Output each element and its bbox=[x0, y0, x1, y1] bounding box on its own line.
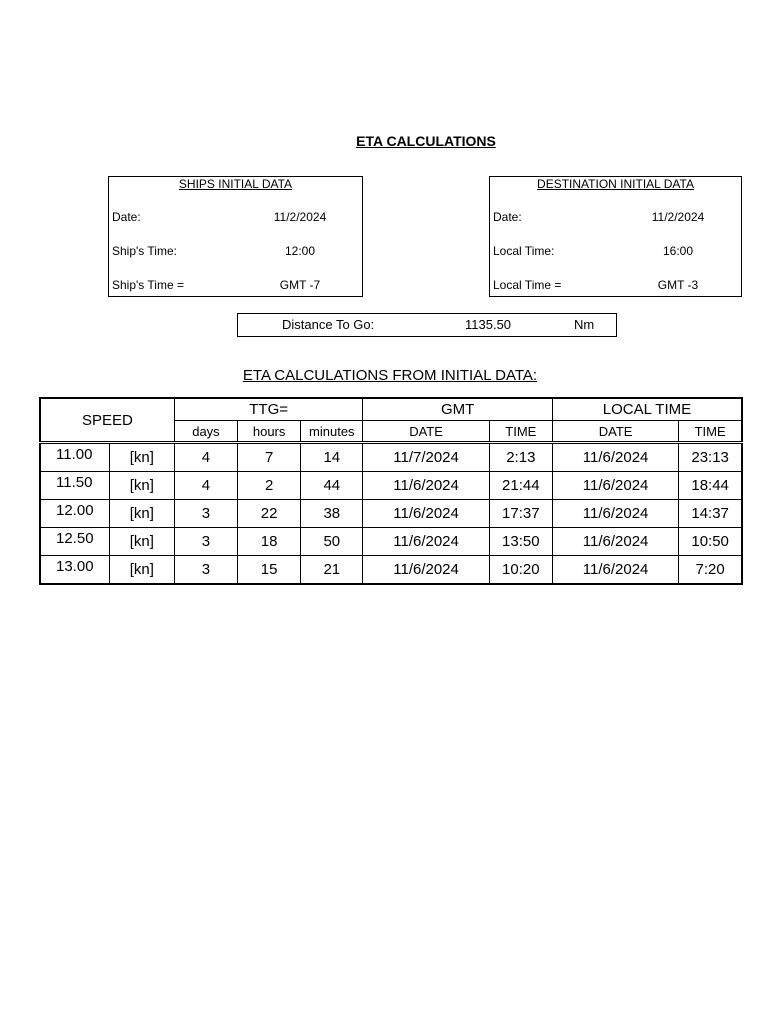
hours-cell: 15 bbox=[238, 556, 301, 585]
distance-unit: Nm bbox=[574, 317, 595, 332]
local-time-header: LOCAL TIME bbox=[552, 398, 742, 421]
speed-unit-cell: [kn] bbox=[109, 528, 174, 556]
ships-time-value: 12:00 bbox=[284, 244, 316, 258]
destination-zone-value: GMT -3 bbox=[657, 278, 699, 292]
local-time-cell: 23:13 bbox=[679, 443, 742, 472]
gmt-date-header: DATE bbox=[363, 421, 489, 443]
distance-to-go-box bbox=[237, 313, 617, 337]
local-date-cell: 11/6/2024 bbox=[552, 528, 678, 556]
speed-cell: 13.00 bbox=[40, 556, 109, 585]
table-row bbox=[40, 556, 742, 585]
table-row bbox=[40, 472, 742, 500]
gmt-time-cell: 21:44 bbox=[489, 472, 552, 500]
destination-panel-title: DESTINATION INITIAL DATA bbox=[537, 177, 694, 191]
days-cell: 4 bbox=[174, 472, 237, 500]
days-cell: 4 bbox=[174, 443, 237, 472]
page-title: ETA CALCULATIONS bbox=[356, 133, 496, 149]
gmt-time-cell: 2:13 bbox=[489, 443, 552, 472]
hours-cell: 7 bbox=[238, 443, 301, 472]
gmt-header: GMT bbox=[363, 398, 553, 421]
local-date-cell: 11/6/2024 bbox=[552, 500, 678, 528]
ttg-header: TTG= bbox=[174, 398, 363, 421]
local-time-cell: 18:44 bbox=[679, 472, 742, 500]
destination-time-label: Local Time: bbox=[493, 244, 555, 258]
hours-cell: 18 bbox=[238, 528, 301, 556]
minutes-cell: 21 bbox=[301, 556, 363, 585]
local-time-cell: 14:37 bbox=[679, 500, 742, 528]
destination-initial-data-panel bbox=[489, 176, 742, 297]
days-cell: 3 bbox=[174, 528, 237, 556]
gmt-date-cell: 11/6/2024 bbox=[363, 528, 489, 556]
speed-unit-cell: [kn] bbox=[109, 556, 174, 585]
hours-cell: 22 bbox=[238, 500, 301, 528]
destination-date-value: 11/2/2024 bbox=[651, 210, 705, 224]
local-date-cell: 11/6/2024 bbox=[552, 443, 678, 472]
eta-calculations-table bbox=[39, 397, 743, 585]
local-date-header: DATE bbox=[552, 421, 678, 443]
speed-cell: 11.50 bbox=[40, 472, 109, 500]
days-cell: 3 bbox=[174, 500, 237, 528]
ships-zone-label: Ship's Time = bbox=[112, 278, 184, 292]
minutes-header: minutes bbox=[301, 421, 363, 443]
days-cell: 3 bbox=[174, 556, 237, 585]
local-time-header-sub: TIME bbox=[679, 421, 742, 443]
table-row bbox=[40, 528, 742, 556]
hours-header: hours bbox=[238, 421, 301, 443]
minutes-cell: 50 bbox=[301, 528, 363, 556]
gmt-date-cell: 11/7/2024 bbox=[363, 443, 489, 472]
gmt-date-cell: 11/6/2024 bbox=[363, 556, 489, 585]
destination-time-value: 16:00 bbox=[662, 244, 694, 258]
gmt-time-cell: 13:50 bbox=[489, 528, 552, 556]
speed-unit-cell: [kn] bbox=[109, 472, 174, 500]
ships-date-value: 11/2/2024 bbox=[273, 210, 327, 224]
minutes-cell: 38 bbox=[301, 500, 363, 528]
days-header: days bbox=[174, 421, 237, 443]
local-date-cell: 11/6/2024 bbox=[552, 556, 678, 585]
speed-unit-cell: [kn] bbox=[109, 500, 174, 528]
ships-date-label: Date: bbox=[112, 210, 141, 224]
minutes-cell: 44 bbox=[301, 472, 363, 500]
distance-label: Distance To Go: bbox=[282, 317, 375, 332]
speed-cell: 11.00 bbox=[40, 443, 109, 472]
gmt-time-header: TIME bbox=[489, 421, 552, 443]
ships-time-label: Ship's Time: bbox=[112, 244, 177, 258]
gmt-date-cell: 11/6/2024 bbox=[363, 500, 489, 528]
speed-header: SPEED bbox=[40, 398, 174, 443]
local-time-cell: 10:50 bbox=[679, 528, 742, 556]
ships-zone-value: GMT -7 bbox=[279, 278, 321, 292]
minutes-cell: 14 bbox=[301, 443, 363, 472]
gmt-date-cell: 11/6/2024 bbox=[363, 472, 489, 500]
speed-cell: 12.50 bbox=[40, 528, 109, 556]
distance-value: 1135.50 bbox=[465, 317, 512, 332]
ships-initial-data-panel bbox=[108, 176, 363, 297]
local-date-cell: 11/6/2024 bbox=[552, 472, 678, 500]
gmt-time-cell: 17:37 bbox=[489, 500, 552, 528]
speed-unit-cell: [kn] bbox=[109, 443, 174, 472]
table-row bbox=[40, 500, 742, 528]
table-row bbox=[40, 443, 742, 472]
gmt-time-cell: 10:20 bbox=[489, 556, 552, 585]
local-time-cell: 7:20 bbox=[679, 556, 742, 585]
hours-cell: 2 bbox=[238, 472, 301, 500]
destination-zone-label: Local Time = bbox=[493, 278, 562, 292]
destination-date-label: Date: bbox=[493, 210, 522, 224]
ships-panel-title: SHIPS INITIAL DATA bbox=[178, 177, 293, 191]
calculations-title: ETA CALCULATIONS FROM INITIAL DATA: bbox=[242, 367, 538, 384]
speed-cell: 12.00 bbox=[40, 500, 109, 528]
